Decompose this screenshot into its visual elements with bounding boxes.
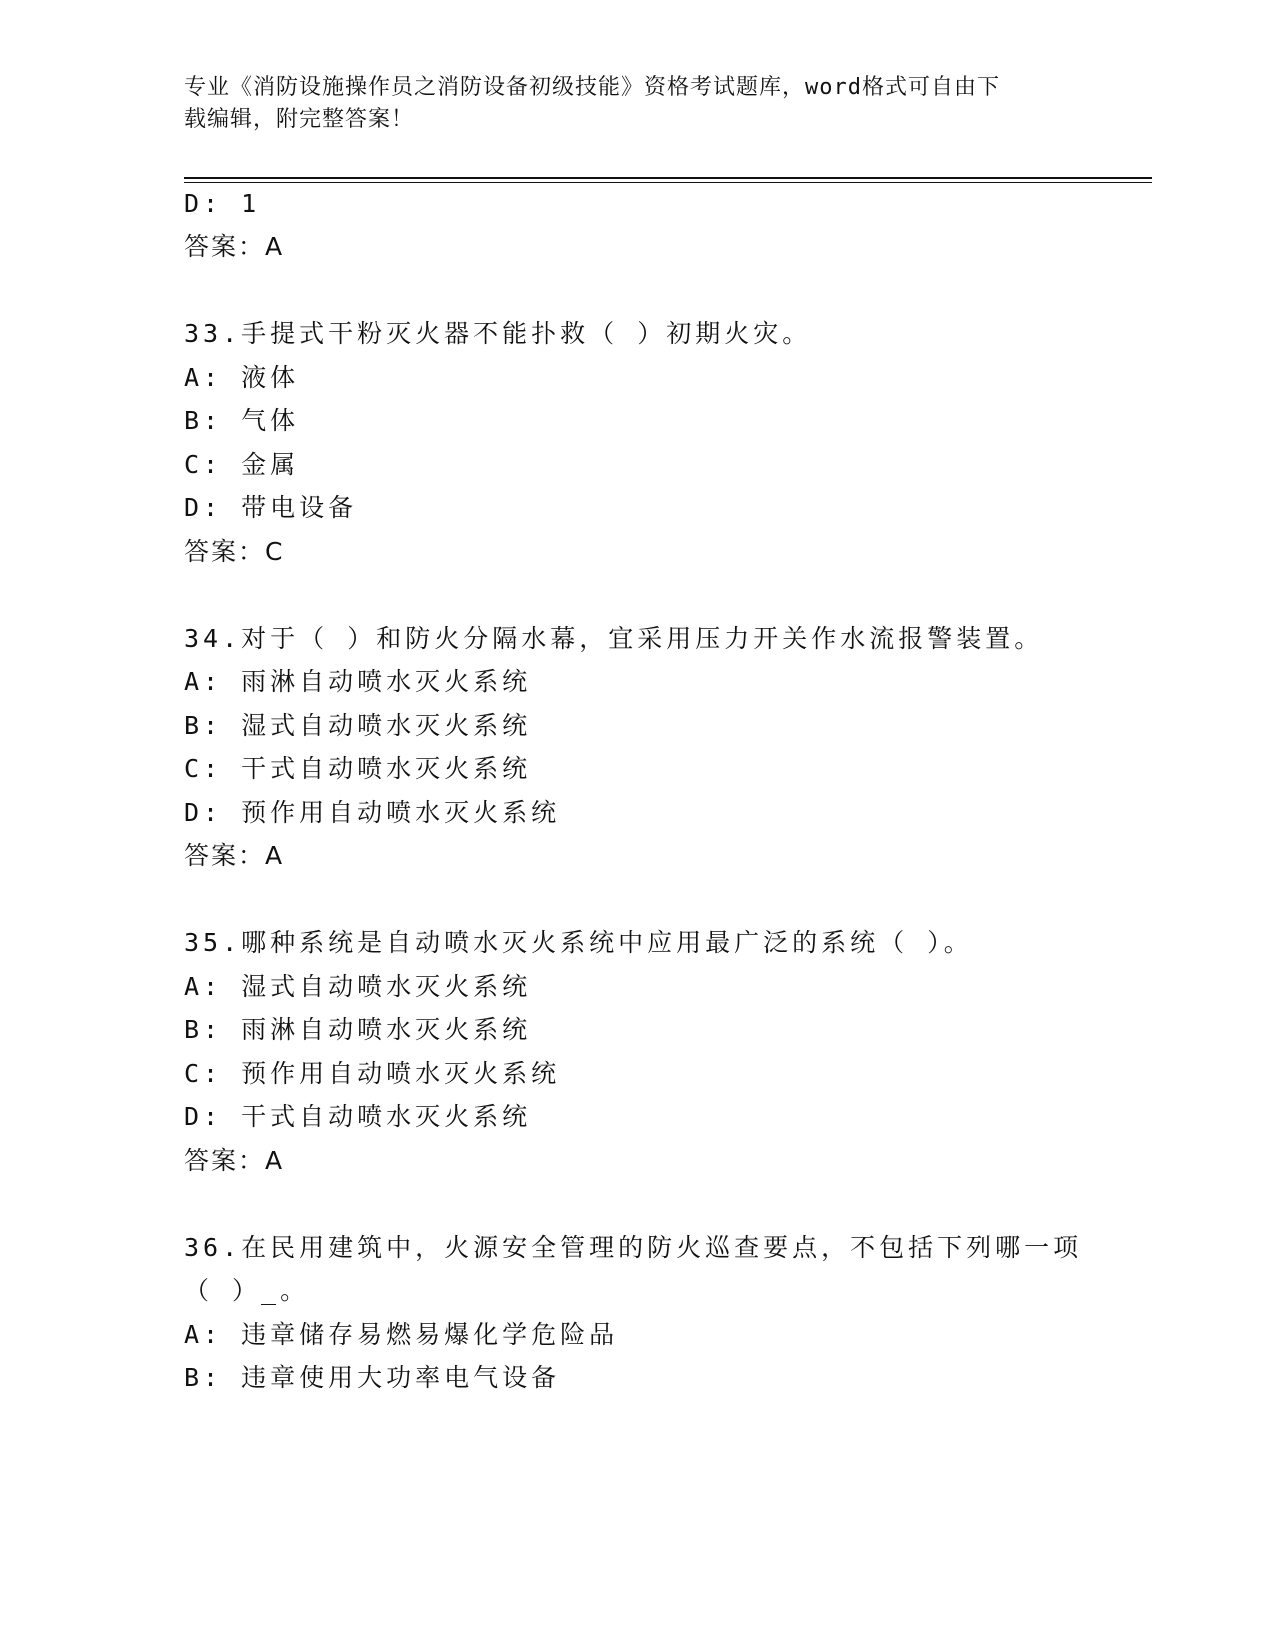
option-a: A: 雨淋自动喷水灭火系统 <box>184 667 532 696</box>
option-a: A: 湿式自动喷水灭火系统 <box>184 972 532 1001</box>
answer-line: 答案：A <box>184 1146 285 1175</box>
answer-line: 答案：A <box>184 232 285 261</box>
option-b: B: 违章使用大功率电气设备 <box>184 1363 561 1392</box>
answer-line: 答案：A <box>184 841 285 870</box>
question-stem-continued: （ ）_。 <box>184 1276 310 1305</box>
option-a: A: 违章储存易燃易爆化学危险品 <box>184 1320 619 1349</box>
option-b: B: 湿式自动喷水灭火系统 <box>184 711 532 740</box>
option-c: C: 预作用自动喷水灭火系统 <box>184 1059 561 1088</box>
question-stem: 33.手提式干粉灭火器不能扑救（ ）初期火灾。 <box>184 319 812 348</box>
option-c: C: 金属 <box>184 450 300 479</box>
question-stem: 36.在民用建筑中，火源安全管理的防火巡查要点，不包括下列哪一项 <box>184 1233 1083 1262</box>
option-d: D: 带电设备 <box>184 493 358 522</box>
answer-line: 答案：C <box>184 537 285 566</box>
option-d: D: 干式自动喷水灭火系统 <box>184 1102 532 1131</box>
header-line-1: 专业《消防设施操作员之消防设备初级技能》资格考试题库，word格式可自由下 <box>184 75 1000 100</box>
option-d: D: 1 <box>184 189 261 218</box>
option-d: D: 预作用自动喷水灭火系统 <box>184 798 561 827</box>
option-b: B: 雨淋自动喷水灭火系统 <box>184 1015 532 1044</box>
question-stem: 35.哪种系统是自动喷水灭火系统中应用最广泛的系统（ ）。 <box>184 928 973 957</box>
header-line-2: 载编辑，附完整答案！ <box>184 107 415 132</box>
question-stem: 34.对于（ ）和防火分隔水幕，宜采用压力开关作水流报警装置。 <box>184 624 1044 653</box>
header-divider-thick <box>184 177 1152 179</box>
option-b: B: 气体 <box>184 406 300 435</box>
document-header <box>184 72 1064 136</box>
option-a: A: 液体 <box>184 363 300 392</box>
option-c: C: 干式自动喷水灭火系统 <box>184 754 532 783</box>
header-divider-thin <box>184 182 1152 183</box>
